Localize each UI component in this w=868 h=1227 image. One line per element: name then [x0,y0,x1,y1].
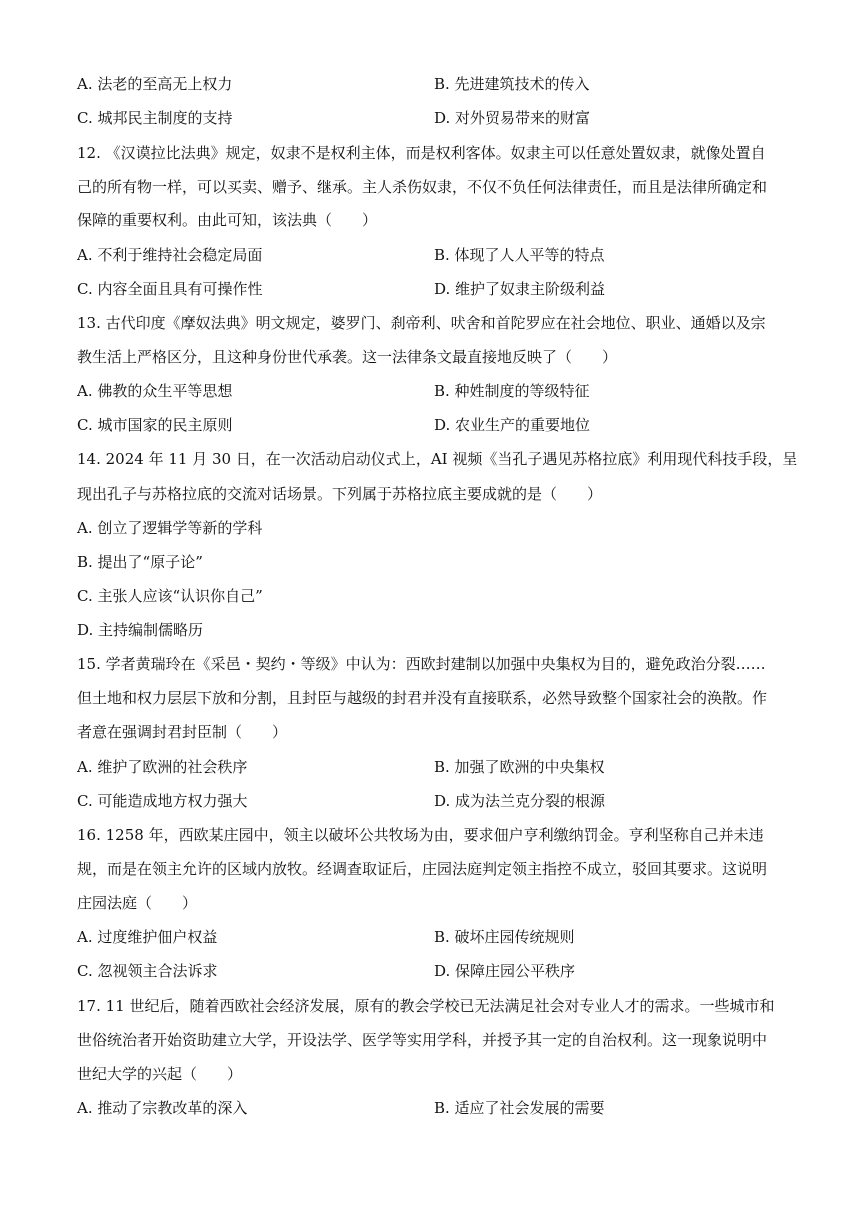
q12-option-a: A. 不利于维持社会稳定局面 [77,246,263,264]
q15-stem-line-3: 者意在强调封君封臣制（ ） [77,723,288,741]
q16-stem-line-2: 规，而是在领主允许的区域内放牧。经调查取证后，庄园法庭判定领主指控不成立，驳回其要求。这说明 [77,860,768,878]
q16-option-c: C. 忽视领主合法诉求 [77,962,218,980]
q16-stem-line-1: 16. 1258 年，西欧某庄园中，领主以破坏公共牧场为由，要求佃户亨利缴纳罚金。亨利坚称自己并未违 [77,826,764,844]
q14-option-a: A. 创立了逻辑学等新的学科 [77,519,263,537]
q16-option-b: B. 破坏庄园传统规则 [434,928,575,946]
q17-stem-line-2: 世俗统治者开始资助建立大学，开设法学、医学等实用学科，并授予其一定的自治权利。这一现象说明中 [77,1031,768,1049]
q13-option-d: D. 农业生产的重要地位 [434,416,591,434]
q15-option-d: D. 成为法兰克分裂的根源 [434,792,606,810]
q17-option-a: A. 推动了宗教改革的深入 [77,1099,248,1117]
q14-stem-line-1: 14. 2024 年 11 月 30 日，在一次活动启动仪式上，AI 视频《当孔子遇见苏格拉底》利用现代科技手段，呈 [77,450,797,468]
q15-option-b: B. 加强了欧洲的中央集权 [434,758,605,776]
q12-stem-line-3: 保障的重要权利。由此可知，该法典（ ） [77,211,378,229]
q12-option-d: D. 维护了奴隶主阶级利益 [434,280,606,298]
q11-option-a: A. 法老的至高无上权力 [77,75,233,93]
q13-stem-line-1: 13. 古代印度《摩奴法典》明文规定，婆罗门、刹帝利、吠舍和首陀罗应在社会地位、职业、通婚以及宗 [77,314,766,332]
q17-stem-line-3: 世纪大学的兴起（ ） [77,1065,243,1083]
q11-option-d: D. 对外贸易带来的财富 [434,109,591,127]
q14-option-b: B. 提出了“原子论” [77,553,203,571]
q17-option-b: B. 适应了社会发展的需要 [434,1099,605,1117]
q17-stem-line-1: 17. 11 世纪后，随着西欧社会经济发展，原有的教会学校已无法满足社会对专业人才的需求。一些城市和 [77,997,775,1015]
q13-option-b: B. 种姓制度的等级特征 [434,382,590,400]
q16-stem-line-3: 庄园法庭（ ） [77,894,198,912]
q13-option-a: A. 佛教的众生平等思想 [77,382,233,400]
q13-option-c: C. 城市国家的民主原则 [77,416,233,434]
q14-option-d: D. 主持编制儒略历 [77,621,204,639]
q16-option-a: A. 过度维护佃户权益 [77,928,218,946]
q12-option-c: C. 内容全面且具有可操作性 [77,280,263,298]
q12-stem-line-1: 12. 《汉谟拉比法典》规定，奴隶不是权利主体，而是权利客体。奴隶主可以任意处置奴隶，就像处置自 [77,144,766,162]
q14-stem-line-2: 现出孔子与苏格拉底的交流对话场景。下列属于苏格拉底主要成就的是（ ） [77,485,603,503]
q11-option-c: C. 城邦民主制度的支持 [77,109,233,127]
q12-stem-line-2: 己的所有物一样，可以买卖、赠予、继承。主人杀伤奴隶，不仅不负任何法律责任，而且是法律所确定和 [77,178,768,196]
q15-option-a: A. 维护了欧洲的社会秩序 [77,758,248,776]
q14-option-c: C. 主张人应该“认识你自己” [77,587,263,605]
q13-stem-line-2: 教生活上严格区分，且这种身份世代承袭。这一法律条文最直接地反映了（ ） [77,348,618,366]
q11-option-b: B. 先进建筑技术的传入 [434,75,590,93]
q12-option-b: B. 体现了人人平等的特点 [434,246,605,264]
q15-stem-line-1: 15. 学者黄瑞玲在《采邑・契约・等级》中认为：西欧封建制以加强中央集权为目的，避免政治分裂…… [77,655,766,673]
q16-option-d: D. 保障庄园公平秩序 [434,962,576,980]
q15-option-c: C. 可能造成地方权力强大 [77,792,248,810]
q15-stem-line-2: 但土地和权力层层下放和分割，且封臣与越级的封君并没有直接联系，必然导致整个国家社会的涣散。作 [77,689,768,707]
